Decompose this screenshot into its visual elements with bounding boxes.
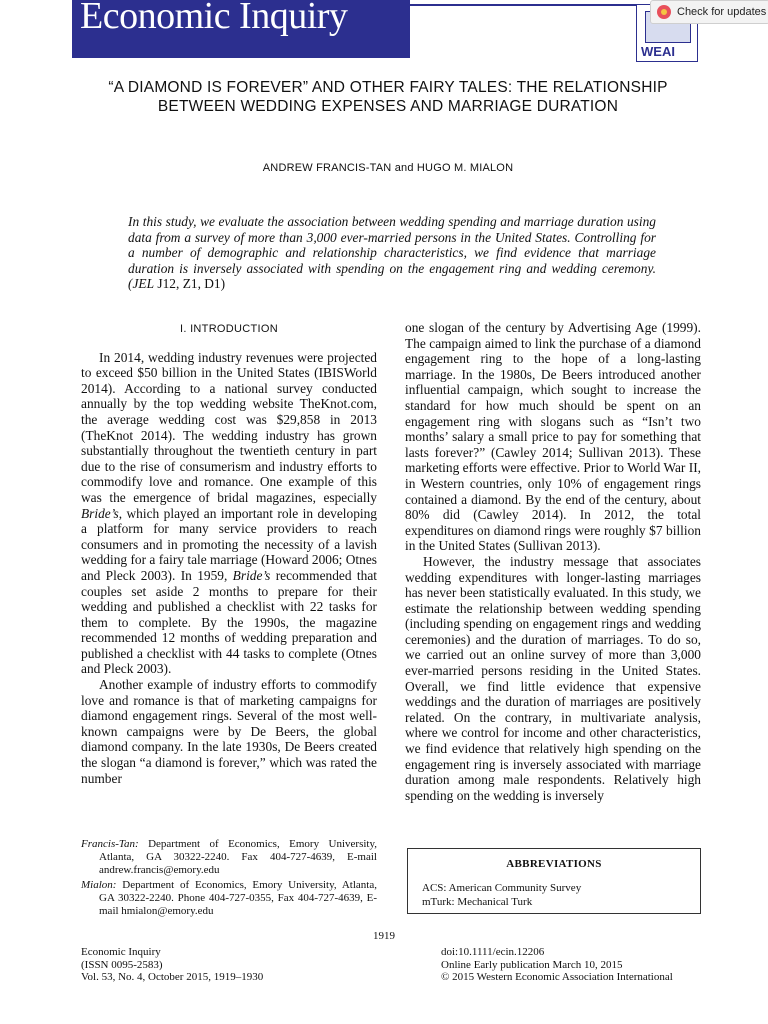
- footer-right: [441, 946, 673, 984]
- journal-banner: [72, 0, 410, 58]
- abstract-jel-codes: J12, Z1, D1): [154, 276, 226, 291]
- right-column: [405, 320, 701, 803]
- paragraph-text: , which played an important role in developing a platform for many service providers to reach consumers and in promoting the necessity of a lavish wedding for a fairy tale marriage (Howard 2006; Otnes and Pleck 2003). In 1959,: [81, 505, 377, 583]
- abbreviation-item: ACS: American Community Survey: [422, 882, 582, 894]
- page-number: 1919: [373, 930, 395, 942]
- author-affiliations: [81, 838, 377, 920]
- affiliation-text: Department of Economics, Emory University, Atlanta, GA 30322-2240. Phone 404-727-0355, Fax 404-727-4639, E-mail hmialon@emory.edu: [99, 879, 377, 917]
- affiliation-entry: [81, 879, 377, 918]
- footer-volume: Vol. 53, No. 4, October 2015, 1919–1930: [81, 971, 264, 983]
- abstract: [128, 214, 656, 292]
- affiliation-entry: [81, 838, 377, 877]
- left-column: [81, 320, 377, 786]
- abstract-text: In this study, we evaluate the association between wedding spending and marriage duration using data from a survey of more than 3,000 ever-married persons in the United States. Controlling for a number of demographic and relationship characteristics, we find evidence that marriage duration is inversely associated with spending on the engagement ring and wedding ceremony. (: [128, 214, 656, 291]
- affiliation-name: Francis-Tan:: [81, 838, 139, 850]
- footer-online-date: Online Early publication March 10, 2015: [441, 958, 623, 971]
- section-heading: I. INTRODUCTION: [180, 323, 278, 335]
- crossmark-icon: [657, 5, 671, 19]
- magazine-name: Bride’s: [81, 505, 119, 521]
- intro-paragraph-2-continued: one slogan of the century by Advertising Age (1999). The campaign aimed to link the purchase of a diamond engagement ring to the hope of a long-lasting marriage. In the 1980s, De Beers introduced another influential campaign, which sought to increase the standard for how much should be spent on an engagement ring with slogans such as “Isn’t two months’ salary a small price to pay for something that lasts forever?” (Cawley 2014; Sullivan 2013). These marketing efforts were effective. Prior to World War II, in Western countries, only 10% of engagement rings contained a diamond. By the end of the century, about 80% did (Cawley 2014). In 2012, the total expenditures on diamond rings were roughly $7 billion in the United States (Sullivan 2013).: [405, 320, 701, 554]
- footer-copyright: © 2015 Western Economic Association International: [441, 971, 673, 983]
- affiliation-name: Mialon:: [81, 879, 117, 891]
- article-title: “A DIAMOND IS FOREVER” AND OTHER FAIRY TALES: THE RELATIONSHIP BETWEEN WEDDING EXPENSES AND MARRIAGE DURATION: [108, 79, 668, 115]
- footer-issn: (ISSN 0095-2583): [81, 958, 163, 971]
- abbreviations-box: [407, 848, 701, 914]
- abbreviation-item: mTurk: Mechanical Turk: [422, 895, 533, 908]
- magazine-name: Bride’s: [232, 567, 271, 583]
- logo-text: WEAI: [641, 44, 675, 59]
- intro-paragraph-3: However, the industry message that associates wedding expenditures with longer-lasting marriages has never been statistically evaluated. In this study, we estimate the relationship between wedding spending (including spending on engagement rings and wedding ceremonies) and the duration of marriages. To do so, we carried out an online survey of more than 3,000 ever-married persons residing in the United States. Overall, we find little evidence that expensive weddings and the duration of marriages are positively related. On the contrary, in multivariate analysis, where we control for income and other characteristics, we find evidence that relatively high spending on the engagement ring is inversely associated with marriage duration among male respondents. Relatively high spending on the wedding is inversely: [405, 553, 701, 803]
- footer-left: [81, 946, 263, 984]
- journal-title: Economic Inquiry: [80, 0, 348, 37]
- abstract-jel-label: JEL: [132, 276, 155, 291]
- abbreviations-title: ABBREVIATIONS: [506, 858, 602, 870]
- affiliation-text: Department of Economics, Emory University, Atlanta, GA 30322-2240. Fax 404-727-4639, E-mail andrew.francis@emory.edu: [99, 838, 377, 876]
- paragraph-text: In 2014, wedding industry revenues were projected to exceed $50 billion in the United States (IBISWorld 2014). According to a national survey conducted annually by the top wedding website TheKnot.com, the average wedding cost was $29,858 in 2013 (TheKnot 2014). The wedding industry has grown substantially throughout the twentieth century in part due to the rise of consumerism and industry efforts to commodify love and romance. One example of this was the emergence of bridal magazines, especially: [81, 349, 377, 505]
- intro-paragraph-1: [81, 350, 377, 677]
- footer-doi[interactable]: doi:10.1111/ecin.12206: [441, 946, 545, 958]
- intro-paragraph-2: Another example of industry efforts to commodify love and romance is that of marketing campaigns for diamond engagement rings. Several of the most well-known campaigns were by De Beers, the global diamond company. In the late 1930s, De Beers created the slogan “a diamond is forever,” which was rated the number: [81, 677, 377, 786]
- paragraph-text: recommended that couples set aside 2 months to prepare for their wedding and published a checklist with 22 tasks for them to complete. By the 1990s, the magazine recommended 12 months of wedding preparation and published a checklist with 44 tasks to complete (Otnes and Pleck 2003).: [81, 567, 377, 677]
- footer-journal: Economic Inquiry: [81, 946, 161, 958]
- check-for-updates-label: Check for updates: [677, 6, 767, 18]
- check-for-updates-button[interactable]: [650, 0, 768, 24]
- abbreviations-list: [422, 882, 700, 909]
- header-rule: [410, 4, 636, 6]
- article-authors: ANDREW FRANCIS-TAN and HUGO M. MIALON: [262, 162, 514, 174]
